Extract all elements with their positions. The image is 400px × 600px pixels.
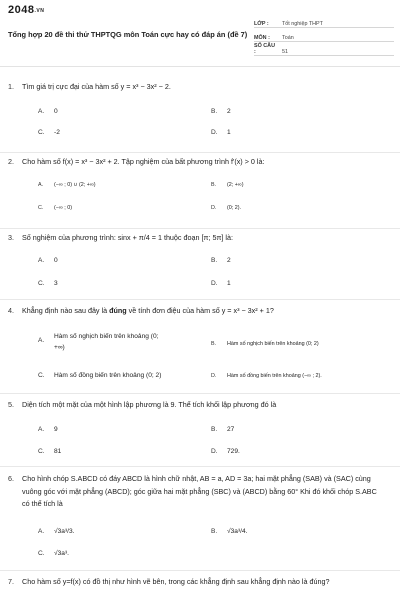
option-text: 9 (54, 426, 58, 433)
option-text: 0 (54, 108, 58, 115)
option-text: 1 (227, 129, 231, 136)
question-number: 1. (8, 82, 14, 91)
option-letter: A. (38, 337, 45, 344)
question-number: 7. (8, 577, 14, 586)
option-letter: C. (38, 372, 45, 379)
option-a[interactable] (38, 107, 58, 117)
question-7 (0, 570, 400, 600)
logo-text: 2048 (8, 4, 35, 16)
question-number: 6. (8, 474, 14, 483)
option-text: (−∞ ; 0) (54, 205, 73, 211)
option-text: (0; 2). (227, 205, 242, 211)
option-a[interactable] (38, 256, 58, 266)
question-3 (0, 228, 400, 300)
question-stem (8, 576, 382, 588)
question-stem (8, 473, 382, 511)
question-6 (0, 466, 400, 571)
option-letter: A. (38, 426, 45, 433)
option-c[interactable] (38, 371, 161, 381)
option-text: Hàm số đồng biến trên khoảng (−∞ ; 2). (227, 373, 322, 379)
option-letter: B. (211, 528, 218, 535)
question-number: 5. (8, 400, 14, 409)
question-stem (8, 156, 382, 168)
option-c[interactable] (38, 549, 69, 559)
document-header (0, 0, 400, 67)
option-letter: A. (38, 182, 44, 188)
emphasis-text: đúng (109, 306, 127, 315)
option-letter: B. (211, 426, 218, 433)
question-4 (0, 299, 400, 394)
option-text: -2 (54, 129, 60, 136)
option-letter: C. (38, 280, 45, 287)
option-d[interactable] (211, 279, 231, 289)
option-letter: A. (38, 108, 45, 115)
option-text: (2; +∞) (227, 182, 244, 188)
option-text: (−∞ ; 0) ∪ (2; +∞) (54, 182, 96, 188)
question-5 (0, 393, 400, 467)
option-text: Hàm số nghịch biến trên khoảng (0; 2) (227, 341, 319, 347)
question-text: về tính đơn điệu của hàm số y = x³ − 3x² + 1? (126, 306, 274, 315)
option-text: Hàm số nghịch biến trên khoảng (0; +∞) (54, 333, 159, 351)
option-c[interactable] (38, 203, 72, 213)
option-c[interactable] (38, 128, 60, 138)
option-letter: D. (211, 373, 217, 379)
option-letter: B. (211, 108, 218, 115)
question-stem (8, 232, 382, 244)
meta-row-subject (254, 31, 394, 42)
option-a[interactable] (38, 527, 74, 537)
option-letter: D. (211, 448, 218, 455)
option-a[interactable] (38, 425, 58, 435)
option-text: 0 (54, 257, 58, 264)
option-d[interactable] (211, 203, 241, 213)
question-text: Cho hình chóp S.ABCD có đáy ABCD là hình chữ nhật, AB = a, AD = 3a; hai mặt phẳng (SAB) và (SAC) cùng vuông góc với mặt phẳng (ABCD); góc giữa hai mặt phẳng (SBC) và (ABCD) bằng 60° Khi đó khối chóp S.ABC có thể tích là (22, 474, 377, 508)
meta-value: Toán (282, 35, 294, 41)
option-c[interactable] (38, 447, 61, 457)
option-b[interactable] (211, 256, 231, 266)
option-text: 3 (54, 280, 58, 287)
question-text: Cho hàm số f(x) = x³ − 3x² + 2. Tập nghiệm của bất phương trình f'(x) > 0 là: (22, 157, 265, 166)
option-b[interactable] (211, 180, 244, 190)
question-stem (8, 399, 382, 411)
option-text: √3a³/3. (54, 528, 75, 535)
option-d[interactable] (211, 447, 240, 457)
meta-label: MÔN : (254, 35, 270, 41)
question-number: 2. (8, 157, 14, 166)
option-letter: B. (211, 257, 218, 264)
question-stem (8, 305, 382, 317)
option-a[interactable] (38, 180, 96, 190)
meta-row-count (254, 45, 394, 56)
site-logo[interactable] (8, 4, 44, 16)
meta-label: LỚP : (254, 21, 269, 27)
option-text: √3a³. (54, 550, 69, 557)
option-d[interactable] (211, 128, 231, 138)
exam-meta (254, 17, 394, 59)
option-text: 81 (54, 448, 62, 455)
question-number: 4. (8, 306, 14, 315)
question-2 (0, 152, 400, 229)
question-text: Cho hàm số y=f(x) có đồ thị như hình vẽ bên, trong các khẳng định sau khẳng định nào là đúng? (22, 577, 330, 586)
logo-suffix: .VN (34, 8, 45, 14)
option-c[interactable] (38, 279, 58, 289)
question-text: Khẳng định nào sau đây là (22, 306, 110, 315)
option-d[interactable] (211, 371, 322, 381)
option-letter: C. (38, 129, 45, 136)
option-text: √3a³/4. (227, 528, 248, 535)
option-b[interactable] (211, 107, 231, 117)
option-text: 729. (227, 448, 240, 455)
option-text: 2 (227, 108, 231, 115)
meta-value: 51 (282, 49, 288, 55)
option-letter: D. (211, 205, 217, 211)
option-letter: A. (38, 257, 45, 264)
option-letter: C. (38, 550, 45, 557)
meta-row-class (254, 17, 394, 28)
document-title: Tổng hợp 20 đề thi thử THPTQG môn Toán cực hay có đáp án (đề 7) (8, 30, 248, 39)
meta-label: SỐ CÂU : (254, 43, 275, 55)
option-text: 2 (227, 257, 231, 264)
option-a[interactable] (38, 331, 178, 353)
option-letter: C. (38, 448, 45, 455)
option-text: Hàm số đồng biến trên khoảng (0; 2) (54, 372, 162, 379)
question-text: Số nghiệm của phương trình: sinx + π/4 = 1 thuộc đoạn [π; 5π] là: (22, 233, 233, 242)
option-b[interactable] (211, 425, 234, 435)
option-text: 27 (227, 426, 235, 433)
option-letter: A. (38, 528, 45, 535)
option-letter: B. (211, 182, 217, 188)
option-letter: C. (38, 205, 44, 211)
option-letter: D. (211, 129, 218, 136)
meta-value: Tốt nghiệp THPT (282, 21, 323, 27)
option-text: 1 (227, 280, 231, 287)
question-text: Diện tích một mặt của một hình lập phương là 9. Thể tích khối lập phương đó là (22, 400, 277, 409)
question-number: 3. (8, 233, 14, 242)
question-stem (8, 81, 382, 93)
option-b[interactable] (211, 527, 247, 537)
option-letter: D. (211, 280, 218, 287)
option-letter: B. (211, 341, 217, 347)
option-b[interactable] (211, 339, 319, 349)
question-1 (0, 67, 400, 153)
question-text: Tìm giá trị cực đại của hàm số y = x³ − 3x² − 2. (22, 82, 171, 91)
